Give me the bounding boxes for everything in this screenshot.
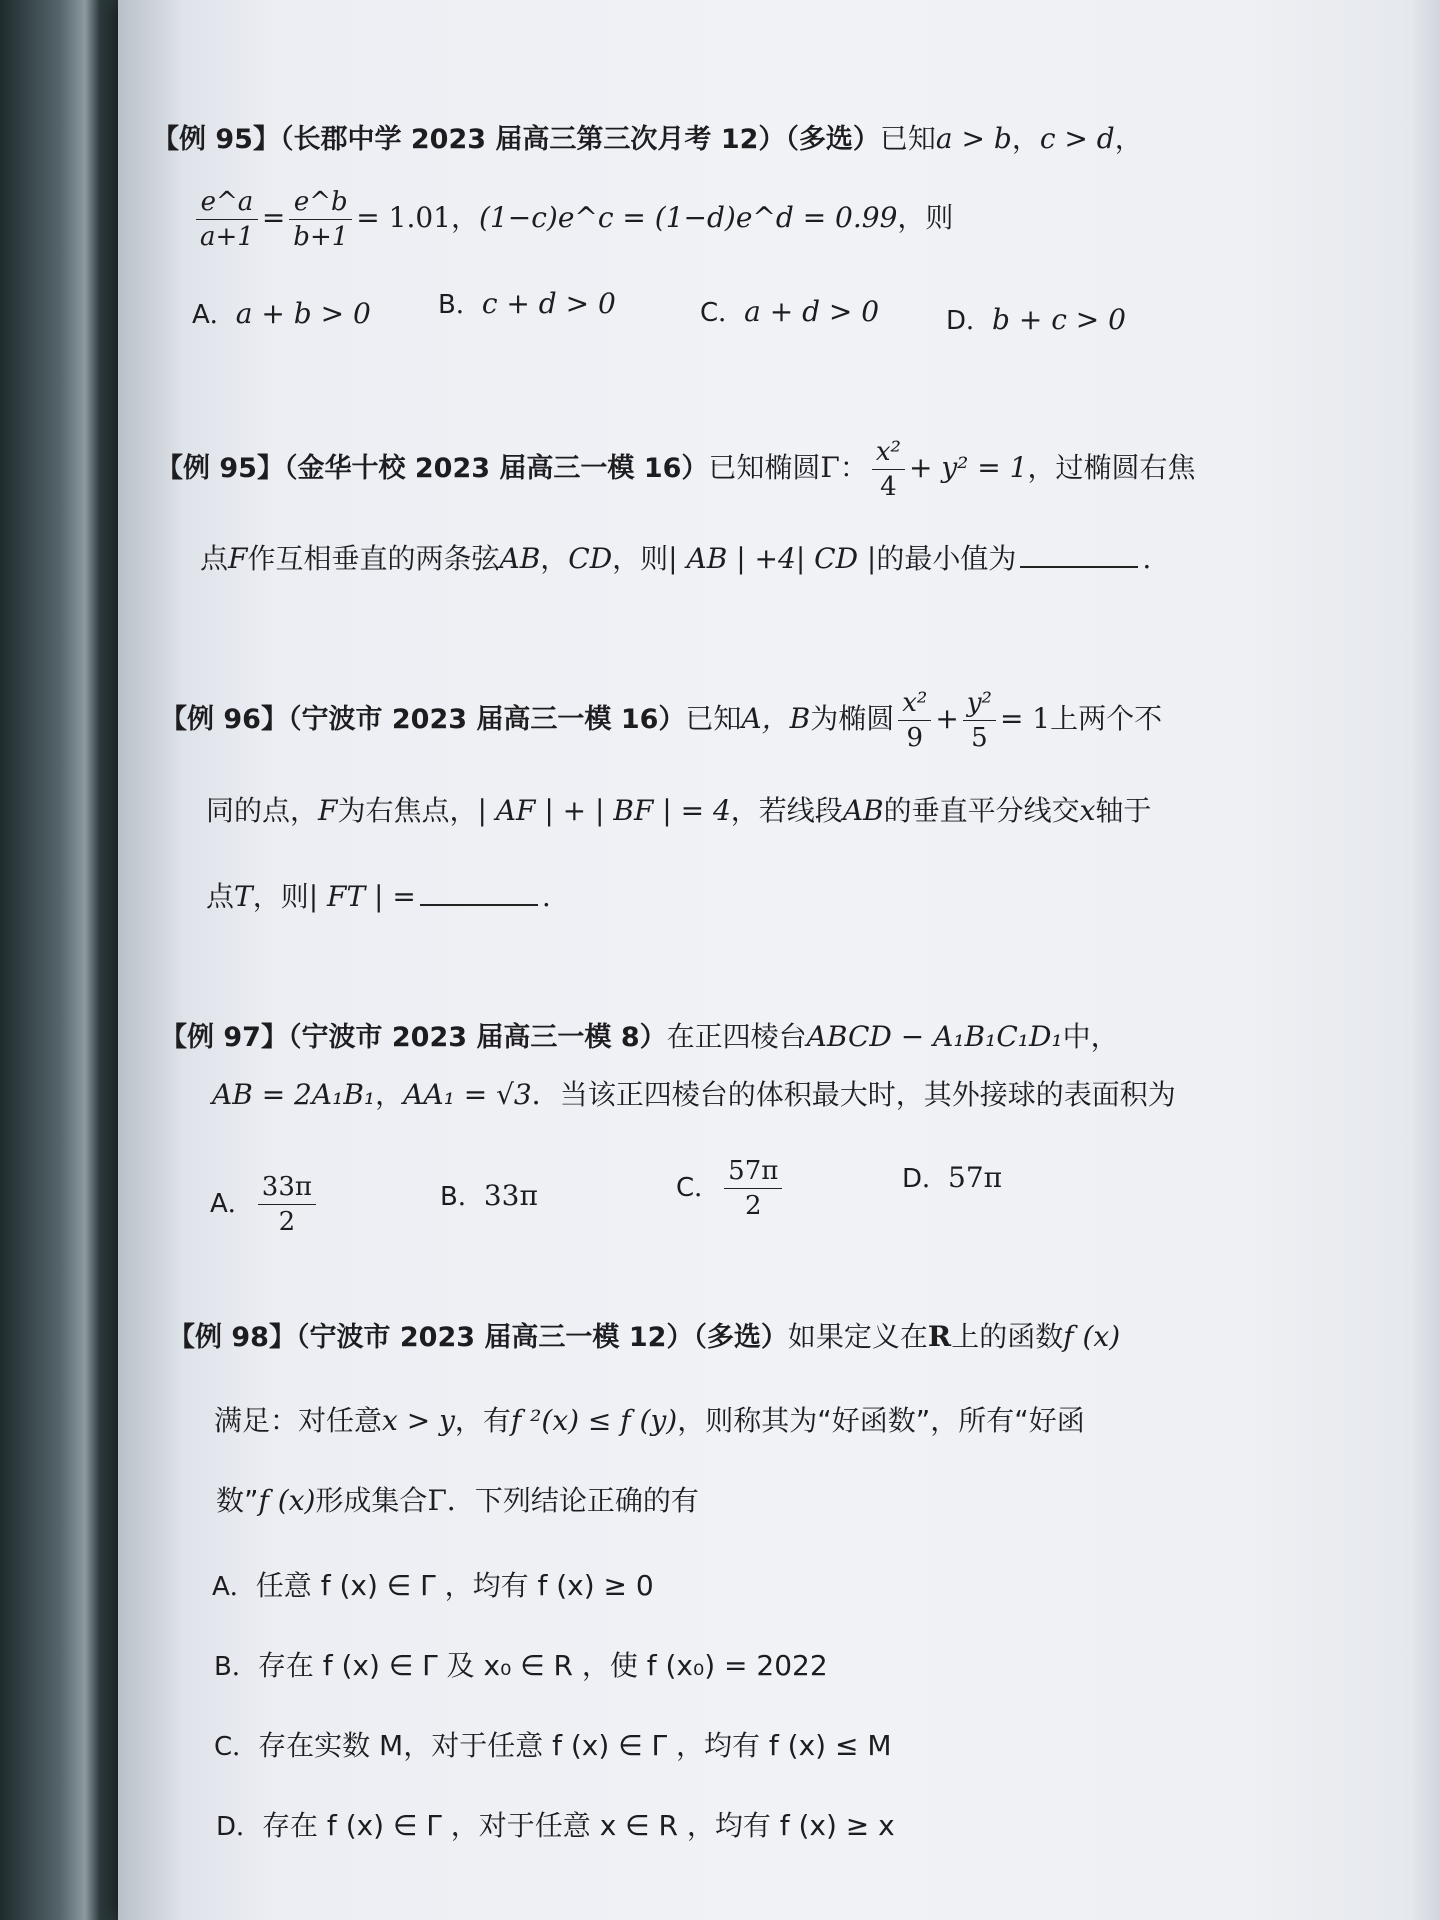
problem-96-line1: 【例 96】（宁波市 2023 届高三一模 16）已知A，B为椭圆 $\frac{\text{x²}}{9}$ + $\frac{\text{y²}}{5}$ = 1上两个不 bbox=[160, 687, 1163, 753]
fraction-x2-4: $\frac{\text{x²}}{4}$ bbox=[872, 437, 905, 502]
fraction-x2-9: $\frac{\text{x²}}{9}$ bbox=[898, 688, 931, 753]
problem-95b-line1: 【例 95】（金华十校 2023 届高三一模 16）已知椭圆Γ： $\frac{\text{x²}}{4}$ + y² = 1，过椭圆右焦 bbox=[156, 436, 1196, 502]
option-c[interactable]: C． $\frac{57\pi}{2}$ bbox=[676, 1152, 786, 1223]
option-a[interactable]: A． $\frac{33\pi}{2}$ bbox=[210, 1168, 320, 1239]
option-d[interactable]: D．存在 f (x) ∈ Γ ，对于任意 x ∈ R ，均有 f (x) ≥ x bbox=[216, 1809, 895, 1842]
answer-blank[interactable] bbox=[1020, 540, 1138, 568]
problem-type: （多选） bbox=[785, 124, 880, 155]
option-b[interactable]: B．33π bbox=[440, 1179, 538, 1212]
problem-98-line2: 满足：对任意x > y，有f ²(x) ≤ f (y)，则称其为“好函数”，所有“好函 bbox=[214, 1404, 1085, 1437]
problem-98-line1: 【例 98】（宁波市 2023 届高三一模 12）（多选）如果定义在R上的函数f (x) bbox=[168, 1320, 1121, 1353]
option-b[interactable]: B．存在 f (x) ∈ Γ 及 x₀ ∈ R ，使 f (x₀) = 2022 bbox=[214, 1649, 828, 1682]
fraction-eb: $\frac{e\^{}b}{b+1}$ bbox=[289, 187, 352, 252]
option-c[interactable]: C．存在实数 M，对于任意 f (x) ∈ Γ ，均有 f (x) ≤ M bbox=[214, 1729, 892, 1762]
problem-97-line1: 【例 97】（宁波市 2023 届高三一模 8）在正四棱台ABCD − A₁B₁C₁D₁中， bbox=[160, 1020, 1119, 1053]
problem-98-line3: 数”f (x)形成集合Γ．下列结论正确的有 bbox=[216, 1484, 699, 1517]
problem-source: （长郡中学 2023 届高三第三次月考 12） bbox=[279, 124, 786, 155]
problem-96-line2: 同的点，F为右焦点，| AF | + | BF | = 4，若线段AB的垂直平分线交x轴于 bbox=[206, 794, 1152, 827]
option-a[interactable]: A．任意 f (x) ∈ Γ ，均有 f (x) ≥ 0 bbox=[212, 1569, 654, 1602]
problem-95a-header: 【例 95】（长郡中学 2023 届高三第三次月考 12）（多选）已知a > b，c > d， bbox=[152, 122, 1143, 155]
problem-96-line3: 点T，则| FT | = . bbox=[206, 880, 551, 913]
problem-95b-line2: 点F作互相垂直的两条弦AB，CD，则| AB | +4| CD |的最小值为 . bbox=[200, 542, 1152, 575]
option-a[interactable]: A．a + b > 0 bbox=[192, 297, 371, 330]
problem-tag: 【例 95】 bbox=[152, 124, 280, 155]
option-c[interactable]: C．a + d > 0 bbox=[700, 295, 880, 328]
problem-97-line2: AB = 2A₁B₁，AA₁ = √3．当该正四棱台的体积最大时，其外接球的表面积为 bbox=[212, 1078, 1176, 1111]
problem-95a-equation: $\frac{e\^{}a}{a+1}$ = $\frac{e\^{}b}{b+1}$ = 1.01，(1−c)e^c = (1−d)e^d = 0.99，则 bbox=[192, 182, 953, 253]
answer-blank[interactable] bbox=[420, 878, 538, 906]
fraction-ea: $\frac{e\^{}a}{a+1}$ bbox=[196, 187, 258, 252]
option-d[interactable]: D．57π bbox=[902, 1161, 1003, 1194]
fraction-y2-5: $\frac{\text{y²}}{5}$ bbox=[963, 688, 996, 753]
option-d[interactable]: D．b + c > 0 bbox=[946, 303, 1126, 336]
option-b[interactable]: B．c + d > 0 bbox=[438, 287, 616, 320]
